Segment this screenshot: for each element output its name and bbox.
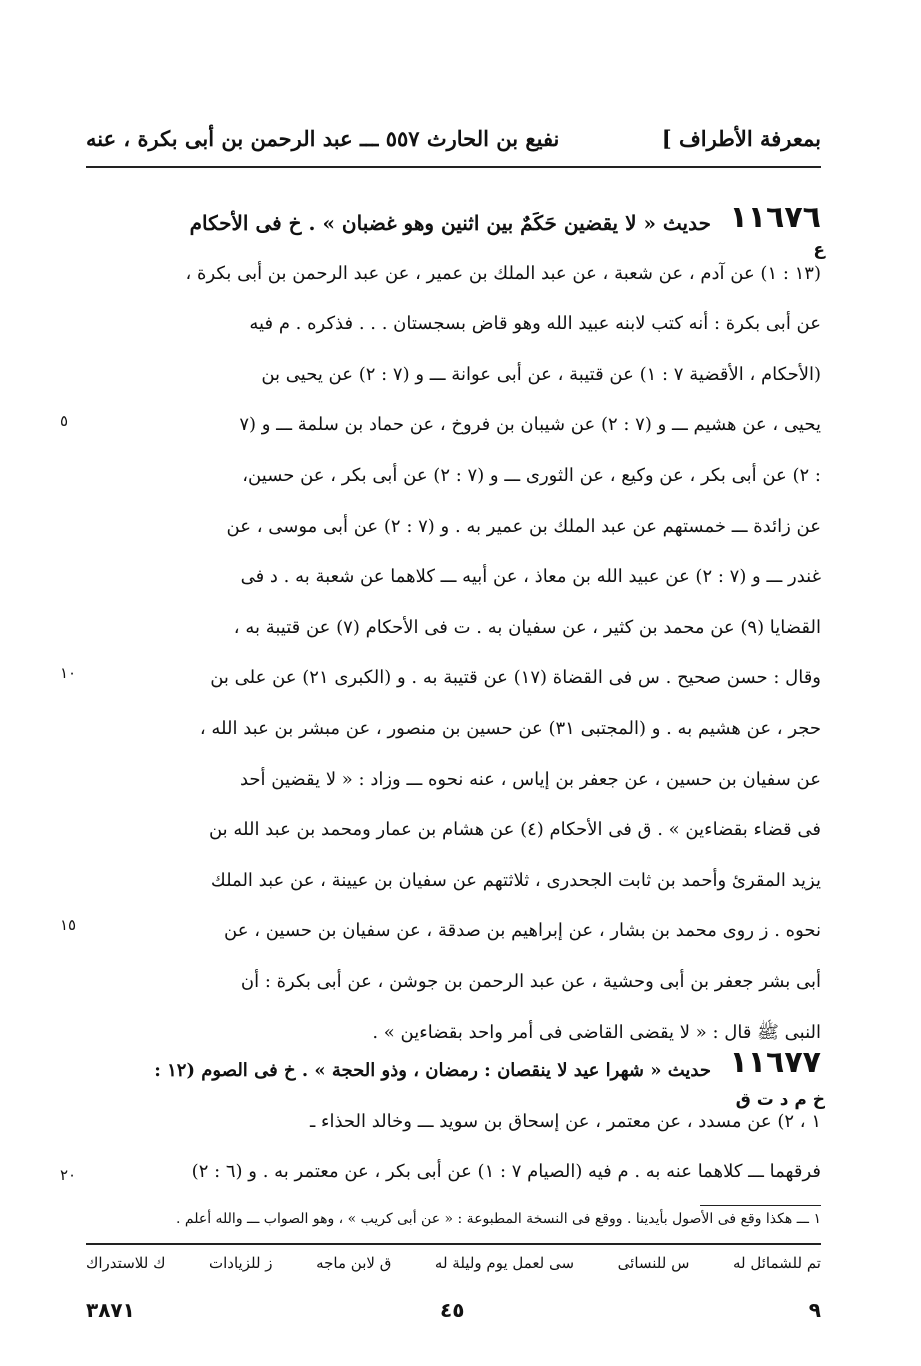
entry-sigla: ع [813, 240, 825, 260]
legend-item: ك للاستدراك [86, 1254, 166, 1272]
footnote-divider [700, 1205, 821, 1206]
legend-item: ز للزيادات [209, 1254, 273, 1272]
margin-line-number: ١٠ [60, 664, 77, 682]
entry-sigla: خ م د ت ق [735, 1090, 825, 1110]
legend-item: سى لعمل يوم وليلة له [434, 1254, 575, 1272]
entry-line: عن زائدة ـــ خمستهم عن عبد الملك بن عمير به . و (٧ : ٢) عن أبى موسى ، عن [226, 515, 821, 537]
legend-divider [86, 1243, 821, 1245]
header-narrator-title: نفيع بن الحارث ٥٥٧ ـــ عبد الرحمن بن أبى بكرة ، عنه [86, 126, 560, 151]
entry-line: حجر ، عن هشيم به . و (المجتبى ٣١) عن حسين بن منصور ، عن مبشر بن عبد الله ، [199, 717, 821, 739]
entry-text [90, 1046, 821, 1198]
entry-line: يزيد المقرئ وأحمد بن ثابت الجحدرى ، ثلاثتهم عن سفيان بن عيينة ، عن عبد الملك [210, 869, 821, 891]
entry-line: نحوه . ز روى محمد بن بشار ، عن إبراهيم بن صدقة ، عن سفيان بن حسين ، عن [224, 920, 821, 942]
entry-line: يحيى ، عن هشيم ـــ و (٧ : ٢) عن شيبان بن فروخ ، عن حماد بن سلمة ـــ و (٧ [239, 414, 821, 436]
footnote: ١ ـــ هكذا وقع فى الأصول بأيدينا . ووقع فى النسخة المطبوعة : « عن أبى كريب » ، وهو الصواب ـــ والله أعلم . [175, 1211, 821, 1227]
running-header [86, 118, 821, 168]
entry-line: أبى بشر جعفر بن أبى وحشية ، عن عبد الرحمن بن جوشن ، عن أبى بكرة : أن [240, 970, 821, 992]
margin-line-number: ١٥ [60, 916, 77, 934]
entry-line: عن أبى بكرة : أنه كتب لابنه عبيد الله وهو قاض بسجستان . . . فذكره . م فيه [249, 313, 821, 335]
entry-line: وقال : حسن صحيح . س فى القضاة (١٧) عن قتيبة به . و (الكبرى ٢١) عن على بن [210, 667, 821, 689]
entry-line: ١ ، ٢) عن مسدد ، عن معتمر ، عن إسحاق بن سويد ـــ وخالد الحذاء ـ [310, 1110, 821, 1132]
header-divider [86, 166, 821, 168]
entry-line: حديث « شهرا عيد لا ينقصان : رمضان ، وذو الحجة » . خ فى الصوم (١٢ : [154, 1060, 711, 1081]
legend-item: س للنسائى [617, 1254, 690, 1272]
entry-text [90, 198, 821, 1058]
entry-line: (١٣ : ١) عن آدم ، عن شعبة ، عن عبد الملك بن عمير ، عن عبد الرحمن بن أبى بكرة ، [185, 262, 821, 284]
entry-line: غندر ـــ و (٧ : ٢) عن عبيد الله بن معاذ ، عن أبيه ـــ كلاهما عن شعبة به . د فى [240, 566, 821, 588]
entry-number: ١١٦٧٧ [729, 1045, 821, 1080]
entry-line: حديث « لا يقضين حَكَمٌ بين اثنين وهو غضبان » . خ فى الأحكام [189, 211, 711, 235]
header-section-title: بمعرفة الأطراف ] [661, 126, 821, 151]
volume-number: ٩ [808, 1298, 821, 1322]
margin-line-number: ٢٠ [60, 1166, 77, 1184]
entry-number: ١١٦٧٦ [729, 200, 821, 235]
abbreviation-legend [86, 1254, 821, 1272]
entry-line: فى قضاء بقضاءين » . ق فى الأحكام (٤) عن هشام بن عمار ومحمد بن عبد الله بن [208, 819, 821, 841]
legend-item: ق لابن ماجه [316, 1254, 392, 1272]
entry-line: : ٢) عن أبى بكر ، عن وكيع ، عن الثورى ـــ و (٧ : ٢) عن أبى بكر ، عن حسين، [242, 464, 821, 486]
entry-line: النبى ﷺ قال : « لا يقضى القاضى فى أمر واحد بقضاءين » . [372, 1021, 821, 1043]
margin-line-number: ٥ [60, 412, 69, 430]
folio-total-number: ٣٨٧١ [86, 1298, 135, 1322]
legend-item: تم للشمائل له [732, 1254, 821, 1272]
entry-line: عن سفيان بن حسين ، عن جعفر بن إياس ، عنه نحوه ـــ وزاد : « لا يقضين أحد [239, 768, 821, 790]
page-number: ٤٥ [440, 1298, 465, 1322]
entry-line: القضايا (٩) عن محمد بن كثير ، عن سفيان به . ت فى الأحكام (٧) عن قتيبة به ، [233, 616, 821, 638]
entry-line: فرقهما ـــ كلاهما عنه به . م فيه (الصيام ٧ : ١) عن أبى بكر ، عن معتمر به . و (٦ : ٢) [191, 1161, 821, 1183]
entry-line: (الأحكام ، الأقضية ٧ : ١) عن قتيبة ، عن أبى عوانة ـــ و (٧ : ٢) عن يحيى بن [261, 363, 821, 385]
